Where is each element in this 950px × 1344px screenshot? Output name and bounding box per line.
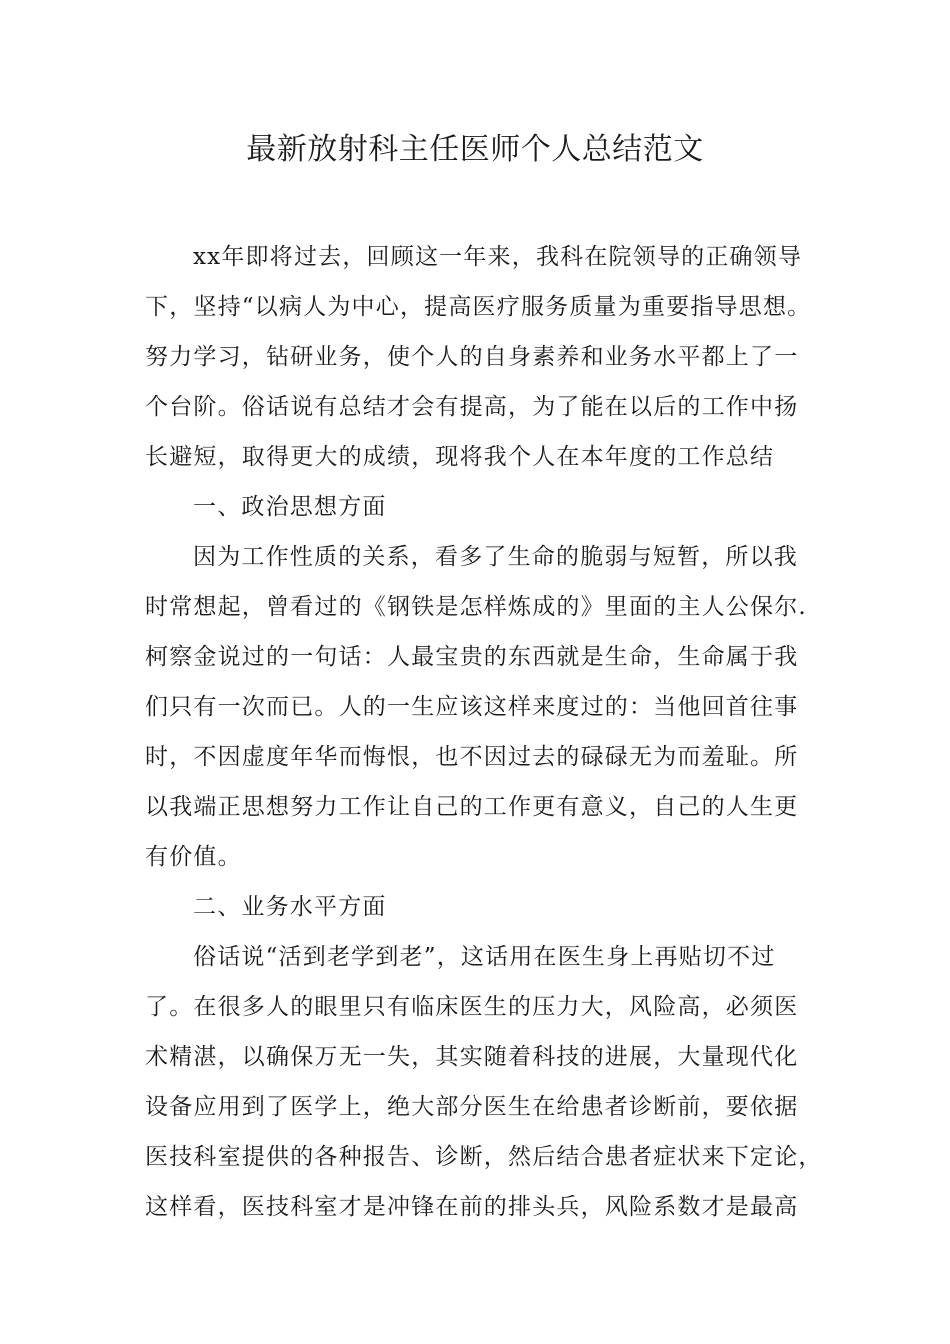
document-title: 最新放射科主任医师个人总结范文 (246, 132, 704, 167)
section-heading: 一、政治思想方面 (193, 494, 387, 520)
paragraph-line: 术精湛，以确保万无一失，其实随着科技的进展，大量现代化 (145, 1044, 799, 1070)
section-heading: 二、业务水平方面 (193, 894, 387, 920)
paragraph-line: 这样看，医技科室才是冲锋在前的排头兵，风险系数才是最高 (145, 1194, 799, 1220)
paragraph-line: 长避短，取得更大的成绩，现将我个人在本年度的工作总结 (145, 444, 775, 470)
paragraph-line: 以我端正思想努力工作让自己的工作更有意义，自己的人生更 (145, 794, 799, 820)
paragraph-line: 努力学习，钻研业务，使个人的自身素养和业务水平都上了一 (145, 344, 799, 370)
paragraph-line: 时常想起，曾看过的《钢铁是怎样炼成的》里面的主人公保尔. (145, 594, 807, 620)
paragraph-line: 设备应用到了医学上，绝大部分医生在给患者诊断前，要依据 (145, 1094, 799, 1120)
paragraph-line: 因为工作性质的关系，看多了生命的脆弱与短暂，所以我 (193, 544, 798, 570)
paragraph-line: xx年即将过去，回顾这一年来，我科在院领导的正确领导 (193, 244, 803, 270)
paragraph-line: 医技科室提供的各种报告、诊断，然后结合患者症状来下定论， (145, 1144, 823, 1170)
paragraph-line: 下，坚持“以病人为中心，提高医疗服务质量为重要指导思想。 (145, 294, 812, 320)
paragraph-line: 柯察金说过的一句话：人最宝贵的东西就是生命，生命属于我 (145, 644, 799, 670)
paragraph-line: 们只有一次而已。人的一生应该这样来度过的：当他回首往事 (145, 694, 799, 720)
paragraph-line: 时，不因虚度年华而悔恨，也不因过去的碌碌无为而羞耻。所 (145, 744, 799, 770)
paragraph-line: 个台阶。俗话说有总结才会有提高，为了能在以后的工作中扬 (145, 394, 799, 420)
paragraph-line: 了。在很多人的眼里只有临床医生的压力大，风险高，必须医 (145, 994, 799, 1020)
document-body (145, 232, 823, 1232)
paragraph-line: 有价值。 (145, 844, 242, 870)
paragraph-line: 俗话说“活到老学到老”，这话用在医生身上再贴切不过 (193, 944, 776, 970)
